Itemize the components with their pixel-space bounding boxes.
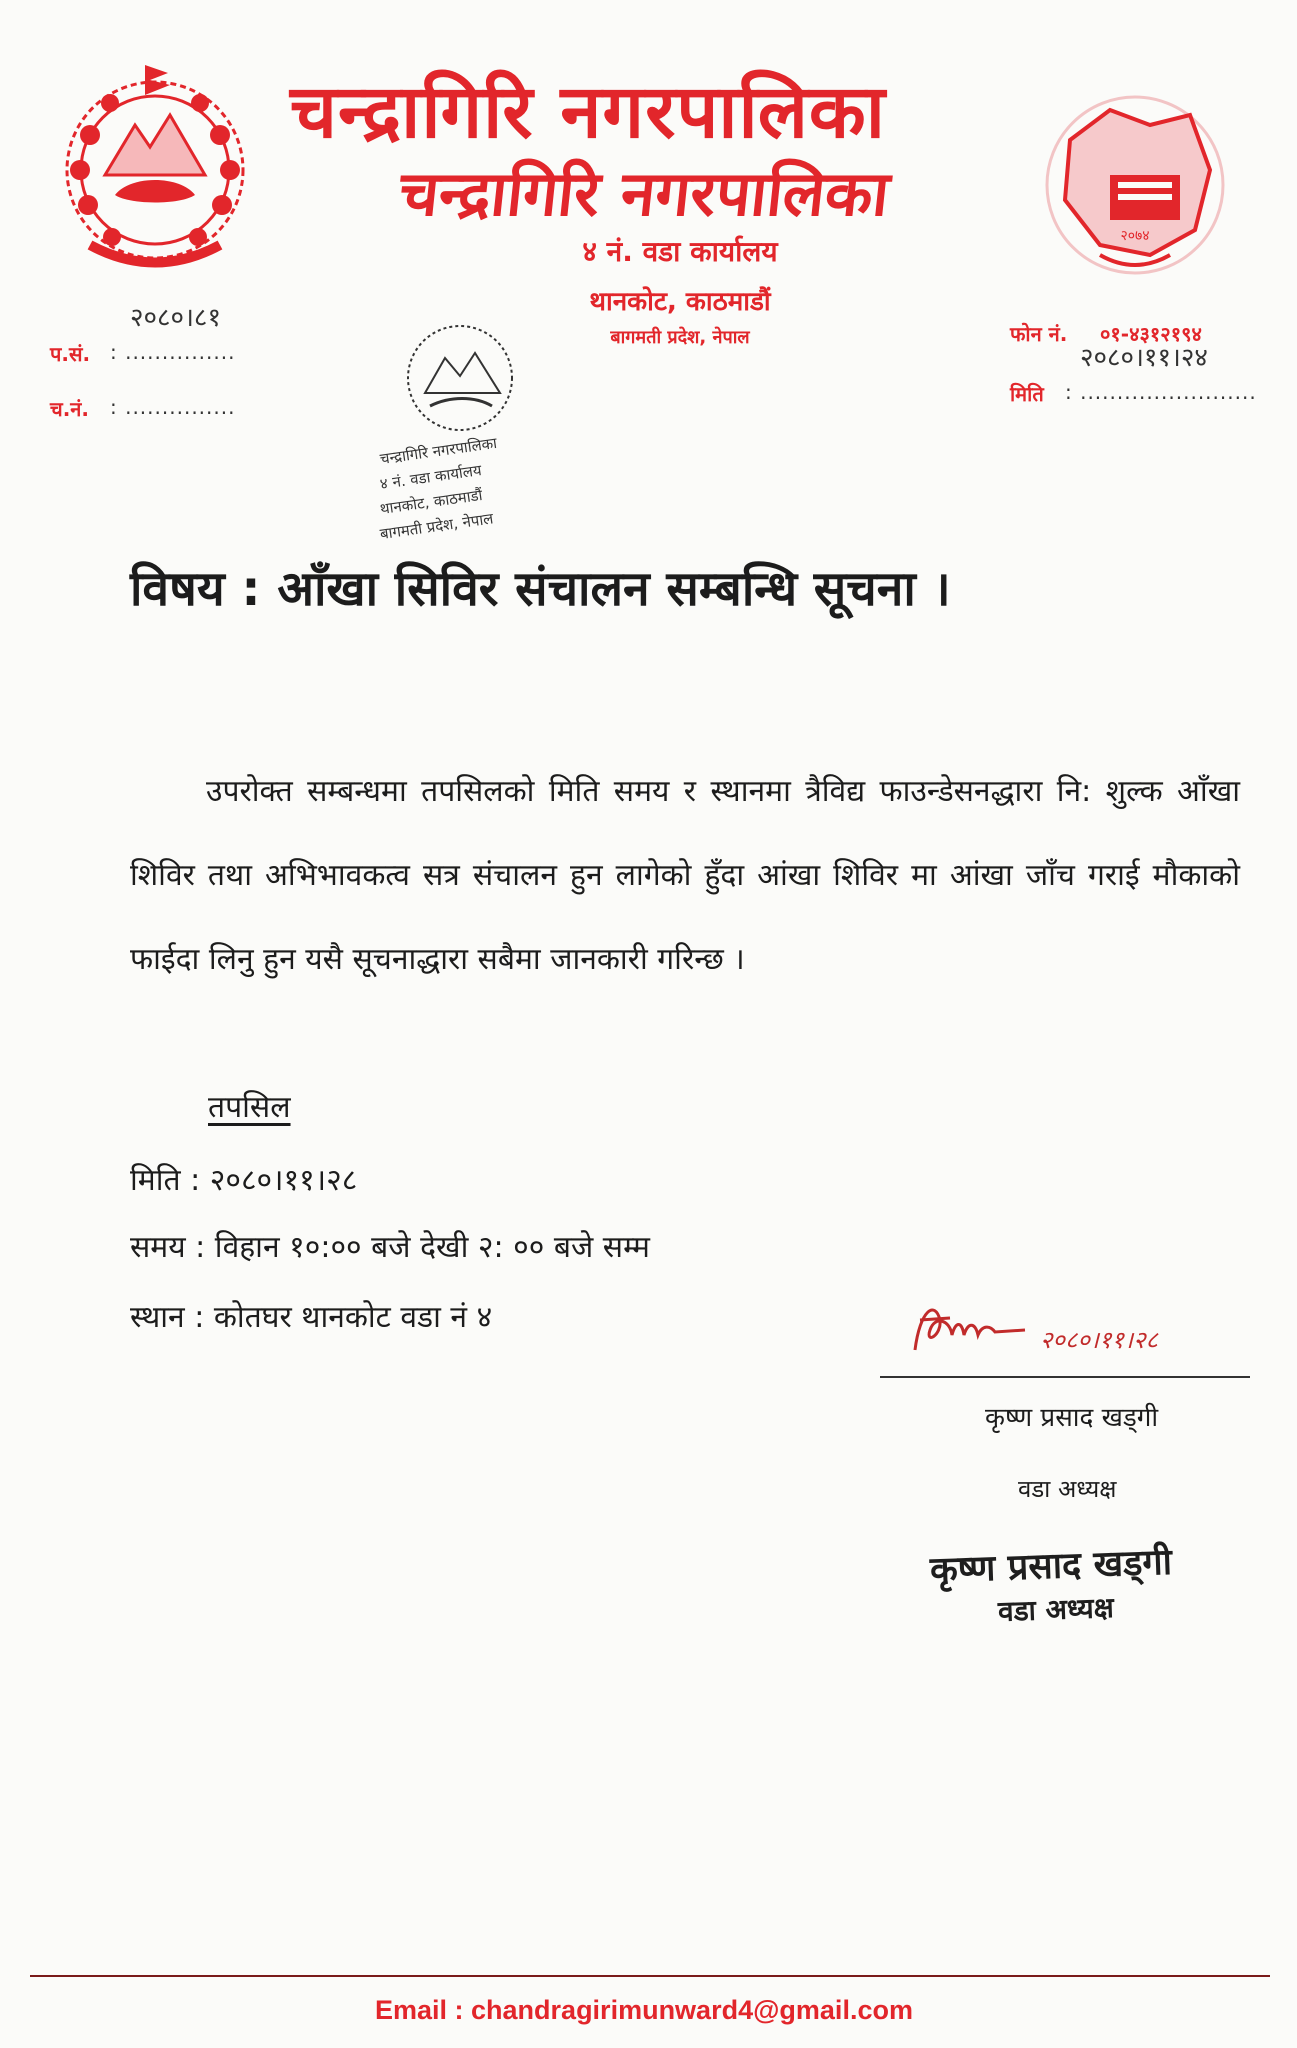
signer-stamp-name: कृष्ण प्रसाद खड्गी <box>929 1541 1173 1592</box>
office-address: थानकोट, काठमाडौं <box>589 287 771 317</box>
cn-label: च.नं. <box>50 397 89 421</box>
phone-number: ०१-४३१२१९४ <box>1100 322 1202 346</box>
stamp-line-4: बागमती प्रदेश, नेपाल <box>378 509 495 544</box>
footer-divider <box>30 1975 1270 1977</box>
signer-name: कृष्ण प्रसाद खड्गी <box>985 1403 1159 1433</box>
ps-dots: : ............... <box>110 340 236 364</box>
handwritten-fiscal-year: २०८०।८१ <box>130 303 221 333</box>
details-time: समय : विहान १०:०० बजे देखी २: ०० बजे सम्म <box>130 1230 650 1265</box>
signature-line <box>880 1376 1250 1378</box>
municipality-map-logo-icon <box>1040 80 1230 290</box>
handwritten-signature <box>880 1290 1240 1370</box>
map-logo-year: २०७४ <box>1120 228 1150 244</box>
stamp-line-1: चन्द्रागिरि नगरपालिका <box>378 433 499 469</box>
details-place: स्थान : कोतघर थानकोट वडा नं ४ <box>130 1300 493 1335</box>
date-dots: : ........................ <box>1065 380 1257 404</box>
notice-body <box>130 750 1240 1002</box>
stamp-line-2: ४ नं. वडा कार्यालय <box>378 461 483 494</box>
notice-subject: विषय : आँखा सिविर संचालन सम्बन्धि सूचना । <box>130 561 951 617</box>
ward-office-stamp <box>360 318 560 558</box>
municipality-title: चन्द्रागिरि नगरपालिका <box>290 69 886 155</box>
handwritten-date: २०८०।११।२४ <box>1080 343 1208 373</box>
footer-email: Email : chandragirimunward4@gmail.com <box>375 1995 913 2025</box>
nepal-emblem-icon <box>50 55 260 285</box>
notice-body-text: उपरोक्त सम्बन्धमा तपसिलको मिति समय र स्थानमा त्रैविद्य फाउन्डेसनद्धारा नि: शुल्क आँखा शिविर तथा अभिभावकत्व सत्र संचालन हुन लागेको हुँदा आंखा शिविर मा आंखा जाँच गराई मौकाको फाईदा लिनु हुन यसै सूचनाद्धारा सबैमा जानकारी गरिन्छ । <box>130 774 1240 977</box>
ward-office: ४ नं. वडा कार्यालय <box>582 235 778 268</box>
details-date: मिति : २०८०।११।२८ <box>130 1163 358 1198</box>
office-province: बागमती प्रदेश, नेपाल <box>610 327 750 348</box>
ps-label: प.सं. <box>50 342 91 366</box>
date-label: मिति <box>1010 382 1044 406</box>
municipality-title-stylized: चन्द्रागिरि नगरपालिका <box>396 157 893 230</box>
signer-title: वडा अध्यक्ष <box>1018 1475 1117 1503</box>
stamp-line-3: थानकोट, काठमाडौं <box>378 485 484 519</box>
phone-label: फोन नं. <box>1010 322 1068 346</box>
cn-dots: : ............... <box>110 395 236 419</box>
signer-stamp-title: वडा अध्यक्ष <box>997 1590 1115 1629</box>
signature-date: २०८०।११।२८ <box>1040 1326 1159 1354</box>
details-heading: तपसिल <box>208 1090 291 1125</box>
